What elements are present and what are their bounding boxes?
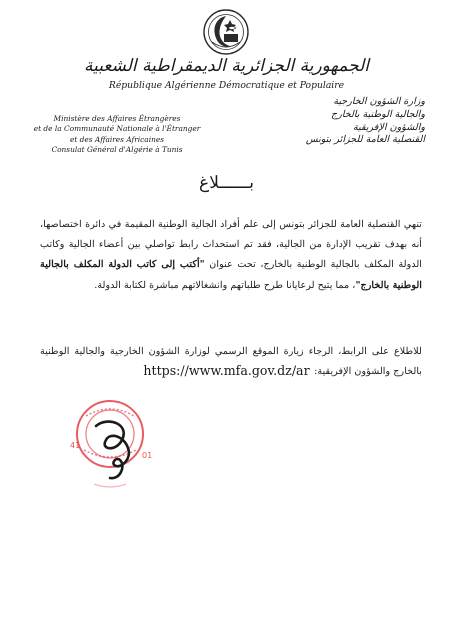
svg-text:41: 41 bbox=[70, 441, 81, 450]
ministry-block-arabic bbox=[285, 96, 425, 147]
republic-name-arabic: الجمهورية الجزائرية الديمقراطية الشعبية bbox=[83, 56, 370, 76]
ministry-line: والشؤون الإفريقية bbox=[352, 121, 425, 133]
ministry-line: والجالية الوطنية بالخارج bbox=[331, 108, 425, 120]
website-link[interactable]: https://www.mfa.gov.dz/ar bbox=[143, 363, 310, 378]
signature-icon bbox=[96, 422, 129, 479]
republic-name-french: République Algérienne Démocratique et Populaire bbox=[108, 80, 345, 91]
official-stamp-icon bbox=[50, 396, 180, 496]
paragraph-text: ، مما يتيح لرعايانا طرح طلباتهم وانشغالاتهم مباشرة لكتابة الدولة. bbox=[94, 279, 356, 291]
instructions-paragraph: للاطلاع على الرابط، الرجاء زيارة الموقع الرسمي لوزارة الشؤون الخارجية والجالية الوطنية بالخارج والشؤون الإفريقية: bbox=[40, 346, 422, 378]
national-emblem-icon bbox=[202, 8, 250, 56]
service-name: "أكتب إلى كاتب الدولة المكلف بالجالية الوطنية بالخارج" bbox=[40, 259, 422, 291]
svg-text:01: 01 bbox=[142, 451, 153, 460]
ministry-line: Ministère des Affaires Étrangères bbox=[53, 114, 181, 123]
ministry-block-french bbox=[32, 114, 202, 156]
consulate-line: القنصلية العامة للجزائر بتونس bbox=[305, 134, 425, 146]
ministry-line: et de la Communauté Nationale à l'Étranger bbox=[33, 124, 201, 134]
announcement-paragraph bbox=[40, 215, 422, 296]
consulate-line: Consulat Général d'Algérie à Tunis bbox=[51, 145, 183, 155]
ministry-line: et des Affaires Africaines bbox=[69, 134, 164, 144]
document-title: بــــــلاغ bbox=[199, 173, 254, 193]
paragraph-text: تنهي القنصلية العامة للجزائر بتونس إلى علم أفراد الجالية الوطنية المقيمة في دائرة اختصاصها، أنه بهدف تقريب الإدارة من الجالية، فقد تم استحداث رابط تواصلي بين أعضاء الجالية وكاتب الدولة المكلف بالجالية الوطنية بالخارج، تحت عنوان bbox=[40, 219, 423, 271]
ministry-line: وزارة الشؤون الخارجية bbox=[333, 96, 425, 107]
